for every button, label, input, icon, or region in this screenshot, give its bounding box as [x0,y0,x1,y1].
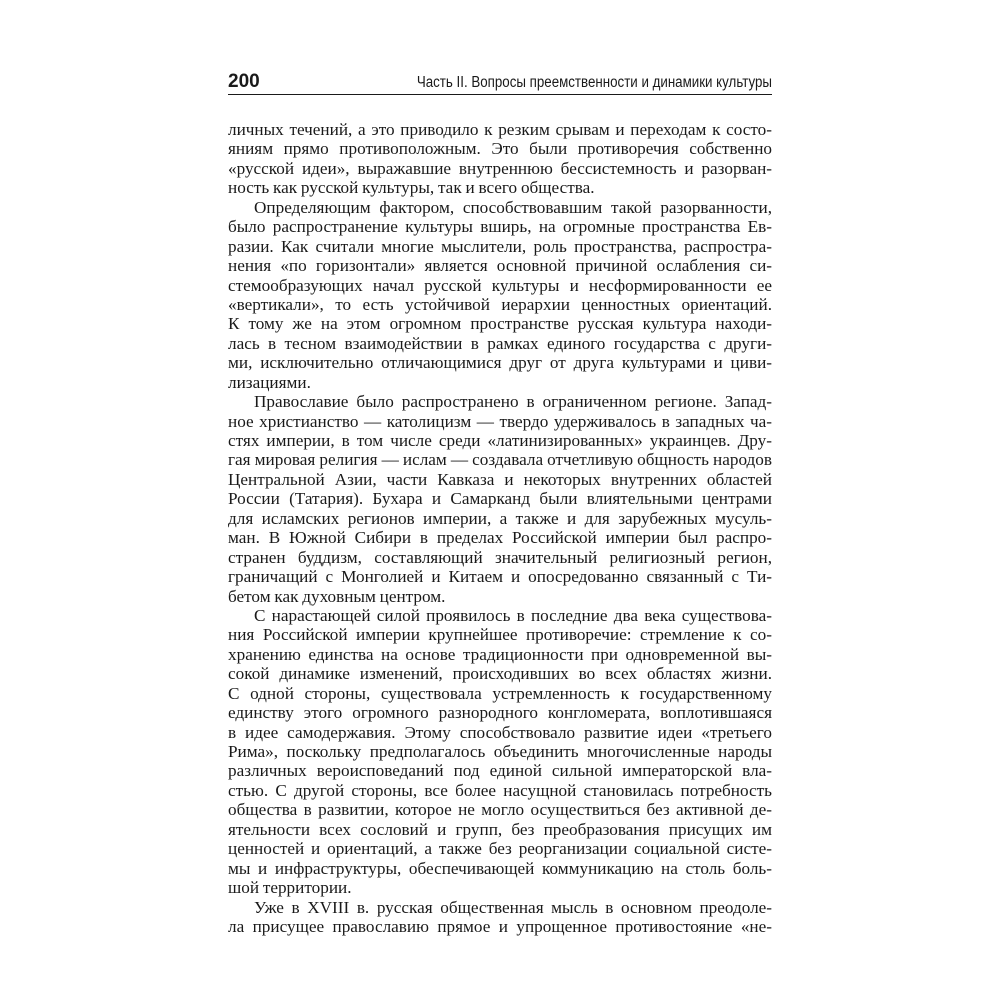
text-line: нения «по горизонтали» является основной причиной ослабления си- [228,256,772,276]
text-line: в идее самодержавия. Этому способствовало развитие идеи «третьего [228,722,772,742]
text-line: бетом как духовным центром. [228,586,446,606]
text-line: Центральной Азии, части Кавказа и некоторых внутренних областей [228,469,772,489]
text-line: лась в тесном взаимодействии в рамках единого государства с други- [228,333,772,353]
text-line: было распространение культуры вширь, на огромные пространства Ев- [228,217,772,237]
text-line: различных вероисповеданий под единой сильной императорской вла- [228,761,772,781]
text-line: ное христианство — католицизм — твердо удерживалось в западных ча- [228,411,772,431]
text-line: мы и инфраструктуры, обеспечивающей коммуникацию на столь боль- [228,858,772,878]
text-line: ценностей и ориентаций, а также без реорганизации социальной систе- [228,839,772,859]
text-line: ность как русской культуры, так и всего общества. [228,178,595,198]
text-line: К тому же на этом огромном пространстве русская культура находи- [228,314,772,334]
text-line: единству этого огромного разнородного конгломерата, воплотившаяся [228,703,772,723]
text-line: Рима», поскольку предполагалось объединить многочисленные народы [228,742,772,761]
body-text [228,120,772,936]
text-line: ния Российской империи крупнейшее противоречие: стремление к со- [228,625,772,645]
page-header [228,72,772,95]
text-line: С одной стороны, существовала устремленность к государственному [228,683,772,703]
text-line: личных течений, а это приводило к резким срывам и переходам к состо- [228,120,772,139]
text-line: разии. Как считали многие мыслители, роль пространства, распростра- [228,236,772,256]
text-line: С нарастающей силой проявилось в последние два века существова- [254,605,772,625]
text-line: «русской идеи», выражавшие внутреннюю бессистемность и разорван- [228,158,772,178]
page-number: 200 [228,71,260,92]
text-line: стемообразующих начал русской культуры и несформированности ее [228,275,772,295]
text-line: России (Татария). Бухара и Самарканд были влиятельными центрами [228,489,772,509]
text-line: гая мировая религия — ислам — создавала отчетливую общность народов [228,450,772,470]
text-line: Православие было распространено в ограниченном регионе. Запад- [254,392,772,412]
text-line: общества в развитии, которое не могло осуществиться без активной де- [228,800,772,820]
text-line: лизациями. [228,372,311,392]
text-line: ла присущее православию прямое и упрощенное противостояние «не- [228,916,772,936]
text-line: странен буддизм, составляющий значительный религиозный регион, [228,547,772,567]
text-line: Определяющим фактором, способствовавшим такой разорванности, [254,197,772,217]
text-line: сокой динамике изменений, происходивших во всех областях жизни. [228,664,772,684]
text-line: ятельности всех сословий и групп, без преобразования присущих им [228,819,772,839]
text-line: яниям прямо противоположным. Это были противоречия собственно [228,139,772,159]
text-line: хранению единства на основе традиционности при одновременной вы- [228,644,772,664]
text-line: «вертикали», то есть устойчивой иерархии ценностных ориентаций. [228,294,772,314]
text-line: шой территории. [228,878,352,898]
text-line: стях империи, в том числе среди «латинизированных» украинцев. Дру- [228,431,772,450]
text-line: граничащий с Монголией и Китаем и опосредованно связанный с Ти- [228,567,772,587]
text-line: ми, исключительно отличающимися друг от друга культурами и циви- [228,353,772,373]
text-line: Уже в XVIII в. русская общественная мысль в основном преодоле- [254,897,772,917]
text-line: ман. В Южной Сибири в пределах Российской империи был распро- [228,528,772,548]
running-title: Часть II. Вопросы преемственности и динамики культуры [416,74,772,91]
text-line: для исламских регионов империи, а также и для зарубежных мусуль- [228,508,772,528]
text-line: стью. С другой стороны, все более насущной становилась потребность [228,780,772,800]
